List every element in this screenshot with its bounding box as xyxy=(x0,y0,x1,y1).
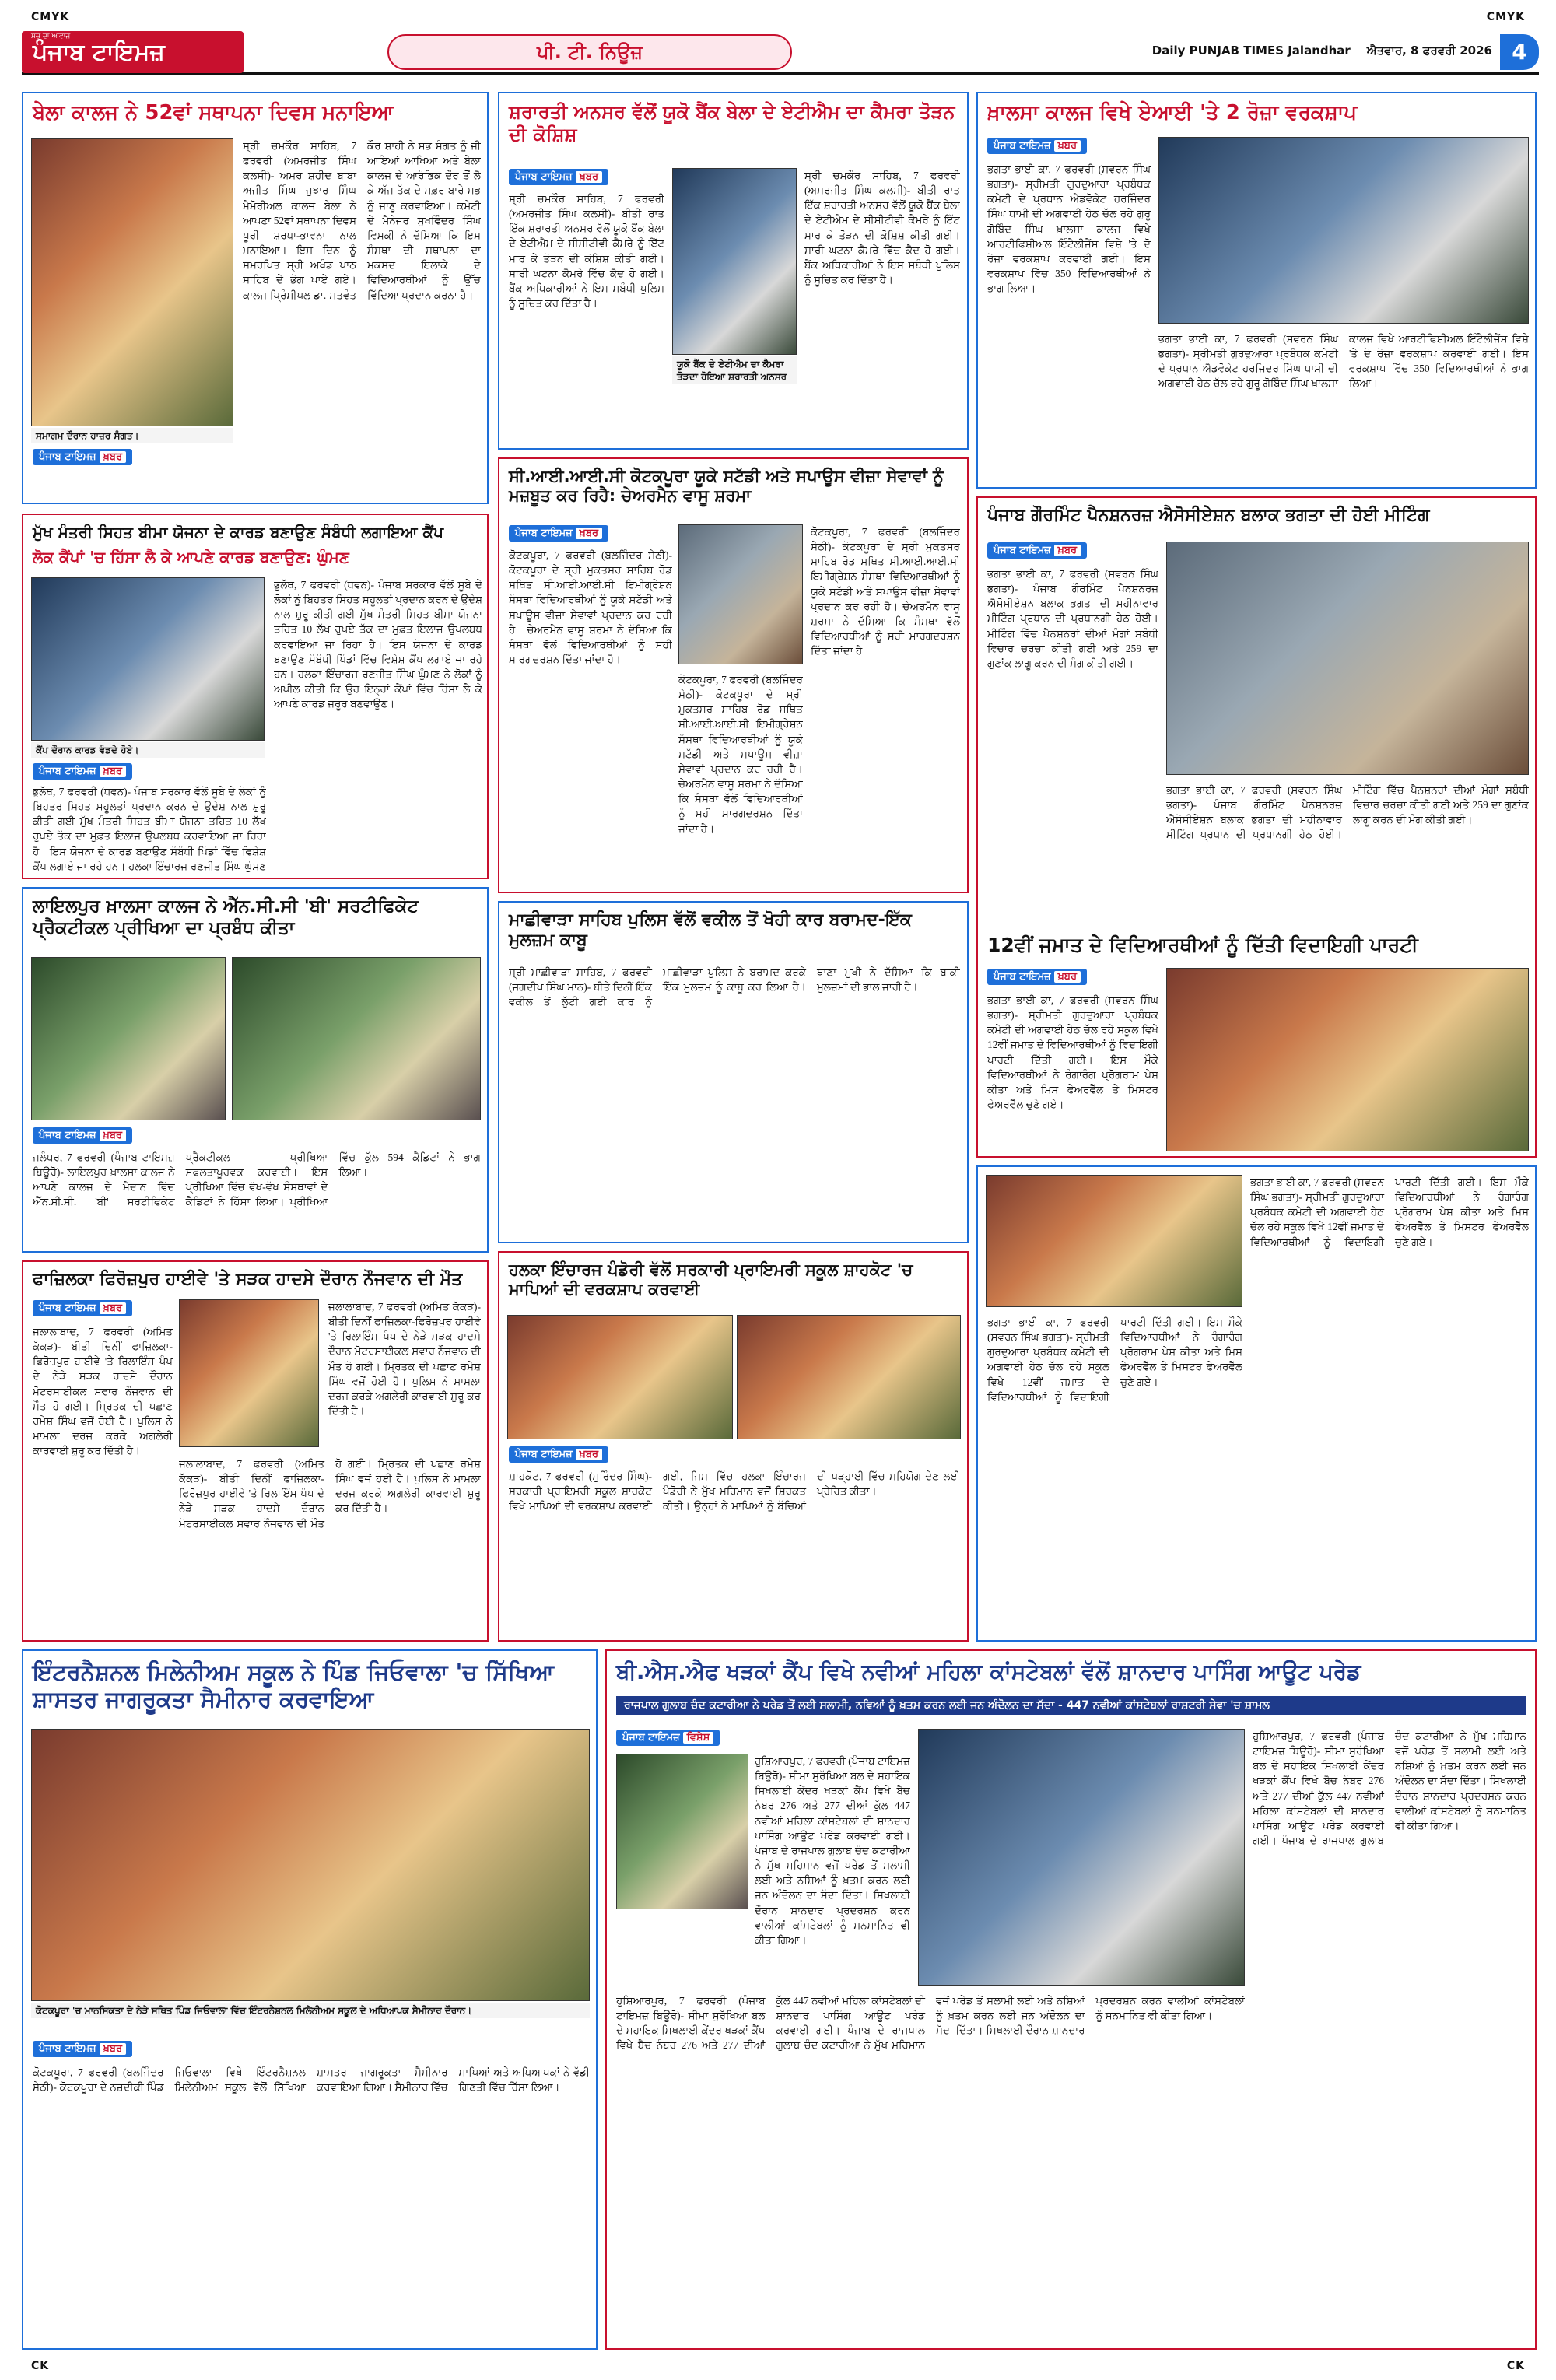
headline: ਲਾਇਲਪੁਰ ਖ਼ਾਲਸਾ ਕਾਲਜ ਨੇ ਐੱਨ.ਸੀ.ਸੀ 'ਬੀ' ਸਰਟੀਫਿਕੇਟ ਪ੍ਰੈਕਟੀਕਲ ਪ੍ਰੀਖਿਆ ਦਾ ਪ੍ਰਬੰਧ ਕੀਤਾ xyxy=(33,896,419,938)
headline: ਬੀ.ਐਸ.ਐਫ ਖੜਕਾਂ ਕੈਂਪ ਵਿਖੇ ਨਵੀਆਂ ਮਹਿਲਾ ਕਾਂਸਟੇਬਲਾਂ ਵੱਲੋਂ ਸ਼ਾਨਦਾਰ ਪਾਸਿੰਗ ਆਊਟ ਪਰੇਡ xyxy=(616,1659,1362,1684)
registration-mark-bottom-left: CK xyxy=(31,2360,50,2372)
photo-caption: ਕੈਂਪ ਦੌਰਾਨ ਕਾਰਡ ਵੰਡਦੇ ਹੋਏ। xyxy=(31,742,265,758)
story-atm-camera xyxy=(498,92,969,450)
headline: ਇੰਟਰਨੈਸ਼ਨਲ ਮਿਲੇਨੀਅਮ ਸਕੂਲ ਨੇ ਪਿੰਡ ਜਿਓਵਾਲਾ 'ਚ ਸਿੱਖਿਆ ਸ਼ਾਸਤਰ ਜਾਗਰੂਕਤਾ ਸੈਮੀਨਾਰ ਕਰਵਾਇਆ xyxy=(33,1659,554,1712)
headline: ਮੁੱਖ ਮੰਤਰੀ ਸਿਹਤ ਬੀਮਾ ਯੋਜਨਾ ਦੇ ਕਾਰਡ ਬਣਾਉਣ ਸੰਬੰਧੀ ਲਗਾਇਆ ਕੈਂਪ xyxy=(33,523,443,542)
article-body-side: ਜਲਾਲਾਬਾਦ, 7 ਫਰਵਰੀ (ਅਮਿਤ ਕੱਕੜ)- ਬੀਤੀ ਦਿਨੀਂ ਫਾਜ਼ਿਲਕਾ-ਫਿਰੋਜ਼ਪੁਰ ਹਾਈਵੇ 'ਤੇ ਰਿਲਾਇੰਸ ਪੰਪ ਦੇ ਨੇੜੇ ਸੜਕ ਹਾਦਸੇ ਦੌਰਾਨ ਮੋਟਰਸਾਈਕਲ ਸਵਾਰ ਨੌਜਵਾਨ ਦੀ ਮੌਤ ਹੋ ਗਈ। ਮ੍ਰਿਤਕ ਦੀ ਪਛਾਣ ਰਮੇਸ਼ ਸਿੰਘ ਵਜੋਂ ਹੋਈ ਹੈ। ਪੁਲਿਸ ਨੇ ਮਾਮਲਾ ਦਰਜ ਕਰਕੇ ਅਗਲੇਰੀ ਕਾਰਵਾਈ ਸ਼ੁਰੂ ਕਰ ਦਿੱਤੀ ਹੈ। xyxy=(328,1301,481,1418)
article-body: ਕੋਟਕਪੂਰਾ, 7 ਫਰਵਰੀ (ਬਲਜਿੰਦਰ ਸੇਠੀ)- ਕੋਟਕਪੂਰਾ ਦੇ ਨਜ਼ਦੀਕੀ ਪਿੰਡ ਜਿਓਵਾਲਾ ਵਿਖੇ ਇੰਟਰਨੈਸ਼ਨਲ ਮਿਲੇਨੀਅਮ ਸਕੂਲ ਵੱਲੋਂ ਸਿੱਖਿਆ ਸ਼ਾਸਤਰ ਜਾਗਰੂਕਤਾ ਸੈਮੀਨਾਰ ਕਰਵਾਇਆ ਗਿਆ। ਸੈਮੀਨਾਰ ਵਿੱਚ ਮਾਪਿਆਂ ਅਤੇ ਅਧਿਆਪਕਾਂ ਨੇ ਵੱਡੀ ਗਿਣਤੀ ਵਿੱਚ ਹਿੱਸਾ ਲਿਆ। xyxy=(33,2066,590,2094)
article-body-middle: ਕੋਟਕਪੂਰਾ, 7 ਫਰਵਰੀ (ਬਲਜਿੰਦਰ ਸੇਠੀ)- ਕੋਟਕਪੂਰਾ ਦੇ ਸ੍ਰੀ ਮੁਕਤਸਰ ਸਾਹਿਬ ਰੋਡ ਸਥਿਤ ਸੀ.ਆਈ.ਆਈ.ਸੀ ਇਮੀਗ੍ਰੇਸ਼ਨ ਸੰਸਥਾ ਵਿਦਿਆਰਥੀਆਂ ਨੂੰ ਯੂਕੇ ਸਟੱਡੀ ਅਤੇ ਸਪਾਊਸ ਵੀਜ਼ਾ ਸੇਵਾਵਾਂ ਪ੍ਰਦਾਨ ਕਰ ਰਹੀ ਹੈ। ਚੇਅਰਮੈਨ ਵਾਸੂ ਸ਼ਰਮਾ ਨੇ ਦੱਸਿਆ ਕਿ ਸੰਸਥਾ ਵੱਲੋਂ ਵਿਦਿਆਰਥੀਆਂ ਨੂੰ ਸਹੀ ਮਾਰਗਦਰਸ਼ਨ ਦਿੱਤਾ ਜਾਂਦਾ ਹੈ। xyxy=(678,674,803,835)
paper-dateline xyxy=(1152,44,1492,58)
article-body-lead: ਹੁਸ਼ਿਆਰਪੁਰ, 7 ਫਰਵਰੀ (ਪੰਜਾਬ ਟਾਇਮਜ਼ ਬਿਊਰੋ)- ਸੀਮਾ ਸੁਰੱਖਿਆ ਬਲ ਦੇ ਸਹਾਇਕ ਸਿਖਲਾਈ ਕੇਂਦਰ ਖੜਕਾਂ ਕੈਂਪ ਵਿਖੇ ਬੈਚ ਨੰਬਰ 276 ਅਤੇ 277 ਦੀਆਂ ਕੁੱਲ 447 ਨਵੀਆਂ ਮਹਿਲਾ ਕਾਂਸਟੇਬਲਾਂ ਦੀ ਸ਼ਾਨਦਾਰ ਪਾਸਿੰਗ ਆਊਟ ਪਰੇਡ ਕਰਵਾਈ ਗਈ। ਪੰਜਾਬ ਦੇ ਰਾਜਪਾਲ ਗੁਲਾਬ ਚੰਦ ਕਟਾਰੀਆ ਨੇ ਮੁੱਖ ਮਹਿਮਾਨ ਵਜੋਂ ਪਰੇਡ ਤੋਂ ਸਲਾਮੀ ਲਈ ਅਤੇ ਨਸ਼ਿਆਂ ਨੂੰ ਖ਼ਤਮ ਕਰਨ ਲਈ ਜਨ ਅੰਦੋਲਨ ਦਾ ਸੱਦਾ ਦਿੱਤਾ। ਸਿਖਲਾਈ ਦੌਰਾਨ ਸ਼ਾਨਦਾਰ ਪ੍ਰਦਰਸ਼ਨ ਕਰਨ ਵਾਲੀਆਂ ਕਾਂਸਟੇਬਲਾਂ ਨੂੰ ਸਨਮਾਨਿਤ ਵੀ ਕੀਤਾ ਗਿਆ। xyxy=(755,1755,910,1946)
news-tag: ਪੰਜਾਬ ਟਾਇਮਜ਼ ਖ਼ਬਰ xyxy=(33,1127,132,1144)
registration-mark-bottom-right: CK xyxy=(1506,2360,1525,2372)
article-body-continued: ਸ੍ਰੀ ਚਮਕੌਰ ਸਾਹਿਬ, 7 ਫਰਵਰੀ (ਅਮਰਜੀਤ ਸਿੰਘ ਕਲਸੀ)- ਬੀਤੀ ਰਾਤ ਇੱਕ ਸ਼ਰਾਰਤੀ ਅਨਸਰ ਵੱਲੋਂ ਯੂਕੋ ਬੈਂਕ ਬੇਲਾ ਦੇ ਏਟੀਐਮ ਦੇ ਸੀਸੀਟੀਵੀ ਕੈਮਰੇ ਨੂੰ ਇੱਟ ਮਾਰ ਕੇ ਤੋੜਨ ਦੀ ਕੋਸ਼ਿਸ਼ ਕੀਤੀ ਗਈ। ਸਾਰੀ ਘਟਨਾ ਕੈਮਰੇ ਵਿੱਚ ਕੈਦ ਹੋ ਗਈ। ਬੈਂਕ ਅਧਿਕਾਰੀਆਂ ਨੇ ਇਸ ਸਬੰਧੀ ਪੁਲਿਸ ਨੂੰ ਸੂਚਿਤ ਕਰ ਦਿੱਤਾ ਹੈ। xyxy=(804,170,960,286)
photo-caption: ਕੋਟਕਪੂਰਾ 'ਚ ਮਾਨਸਿਕਤਾ ਦੇ ਨੇੜੇ ਸਥਿਤ ਪਿੰਡ ਜਿਓਵਾਲਾ ਵਿੱਚ ਇੰਟਰਨੈਸ਼ਨਲ ਮਿਲੇਨੀਅਮ ਸਕੂਲ ਦੇ ਅਧਿਆਪਕ ਸੈਮੀਨਾਰ ਦੌਰਾਨ। xyxy=(31,2003,590,2018)
headline: ਖ਼ਾਲਸਾ ਕਾਲਜ ਵਿਖੇ ਏਆਈ 'ਤੇ 2 ਰੋਜ਼ਾ ਵਰਕਸ਼ਾਪ xyxy=(987,101,1358,124)
ncc-practical-photo xyxy=(232,957,481,1120)
article-body: ਹੁਸ਼ਿਆਰਪੁਰ, 7 ਫਰਵਰੀ (ਪੰਜਾਬ ਟਾਇਮਜ਼ ਬਿਊਰੋ)- ਸੀਮਾ ਸੁਰੱਖਿਆ ਬਲ ਦੇ ਸਹਾਇਕ ਸਿਖਲਾਈ ਕੇਂਦਰ ਖੜਕਾਂ ਕੈਂਪ ਵਿਖੇ ਬੈਚ ਨੰਬਰ 276 ਅਤੇ 277 ਦੀਆਂ ਕੁੱਲ 447 ਨਵੀਆਂ ਮਹਿਲਾ ਕਾਂਸਟੇਬਲਾਂ ਦੀ ਸ਼ਾਨਦਾਰ ਪਾਸਿੰਗ ਆਊਟ ਪਰੇਡ ਕਰਵਾਈ ਗਈ। ਪੰਜਾਬ ਦੇ ਰਾਜਪਾਲ ਗੁਲਾਬ ਚੰਦ ਕਟਾਰੀਆ ਨੇ ਮੁੱਖ ਮਹਿਮਾਨ ਵਜੋਂ ਪਰੇਡ ਤੋਂ ਸਲਾਮੀ ਲਈ ਅਤੇ ਨਸ਼ਿਆਂ ਨੂੰ ਖ਼ਤਮ ਕਰਨ ਲਈ ਜਨ ਅੰਦੋਲਨ ਦਾ ਸੱਦਾ ਦਿੱਤਾ। ਸਿਖਲਾਈ ਦੌਰਾਨ ਸ਼ਾਨਦਾਰ ਪ੍ਰਦਰਸ਼ਨ ਕਰਨ ਵਾਲੀਆਂ ਕਾਂਸਟੇਬਲਾਂ ਨੂੰ ਸਨਮਾਨਿਤ ਵੀ ਕੀਤਾ ਗਿਆ। xyxy=(616,1995,1245,2052)
article-body: ਕੋਟਕਪੂਰਾ, 7 ਫਰਵਰੀ (ਬਲਜਿੰਦਰ ਸੇਠੀ)- ਕੋਟਕਪੂਰਾ ਦੇ ਸ੍ਰੀ ਮੁਕਤਸਰ ਸਾਹਿਬ ਰੋਡ ਸਥਿਤ ਸੀ.ਆਈ.ਆਈ.ਸੀ ਇਮੀਗ੍ਰੇਸ਼ਨ ਸੰਸਥਾ ਵਿਦਿਆਰਥੀਆਂ ਨੂੰ ਯੂਕੇ ਸਟੱਡੀ ਅਤੇ ਸਪਾਊਸ ਵੀਜ਼ਾ ਸੇਵਾਵਾਂ ਪ੍ਰਦਾਨ ਕਰ ਰਹੀ ਹੈ। ਚੇਅਰਮੈਨ ਵਾਸੂ ਸ਼ਰਮਾ ਨੇ ਦੱਸਿਆ ਕਿ ਸੰਸਥਾ ਵੱਲੋਂ ਵਿਦਿਆਰਥੀਆਂ ਨੂੰ ਸਹੀ ਮਾਰਗਦਰਸ਼ਨ ਦਿੱਤਾ ਜਾਂਦਾ ਹੈ। xyxy=(509,549,672,666)
farewell-headline: 12ਵੀਂ ਜਮਾਤ ਦੇ ਵਿਦਿਆਰਥੀਆਂ ਨੂੰ ਦਿੱਤੀ ਵਿਦਾਇਗੀ ਪਾਰਟੀ xyxy=(987,934,1418,956)
governor-salute-photo xyxy=(918,1729,1245,1986)
masthead xyxy=(22,31,1539,75)
article-body: ਭਗਤਾ ਭਾਈ ਕਾ, 7 ਫਰਵਰੀ (ਸਵਰਨ ਸਿੰਘ ਭਗਤਾ)- ਸ੍ਰੀਮਤੀ ਗੁਰਦੁਆਰਾ ਪ੍ਰਬੰਧਕ ਕਮੇਟੀ ਦੇ ਪ੍ਰਧਾਨ ਐਡਵੋਕੇਟ ਹਰਜਿੰਦਰ ਸਿੰਘ ਧਾਮੀ ਦੀ ਅਗਵਾਈ ਹੇਠ ਚੱਲ ਰਹੇ ਗੁਰੂ ਗੋਬਿੰਦ ਸਿੰਘ ਖ਼ਾਲਸਾ ਕਾਲਜ ਵਿਖੇ ਆਰਟੀਫਿਸ਼ੀਅਲ ਇੰਟੈਲੀਜੈਂਸ ਵਿਸ਼ੇ 'ਤੇ ਦੋ ਰੋਜ਼ਾ ਵਰਕਸ਼ਾਪ ਕਰਵਾਈ ਗਈ। ਇਸ ਵਰਕਸ਼ਾਪ ਵਿੱਚ 350 ਵਿਦਿਆਰਥੀਆਂ ਨੇ ਭਾਗ ਲਿਆ। xyxy=(987,163,1151,295)
farewell-body: ਭਗਤਾ ਭਾਈ ਕਾ, 7 ਫਰਵਰੀ (ਸਵਰਨ ਸਿੰਘ ਭਗਤਾ)- ਸ੍ਰੀਮਤੀ ਗੁਰਦੁਆਰਾ ਪ੍ਰਬੰਧਕ ਕਮੇਟੀ ਦੀ ਅਗਵਾਈ ਹੇਠ ਚੱਲ ਰਹੇ ਸਕੂਲ ਵਿਖੇ 12ਵੀਂ ਜਮਾਤ ਦੇ ਵਿਦਿਆਰਥੀਆਂ ਨੂੰ ਵਿਦਾਇਗੀ ਪਾਰਟੀ ਦਿੱਤੀ ਗਈ। ਇਸ ਮੌਕੇ ਵਿਦਿਆਰਥੀਆਂ ਨੇ ਰੰਗਾਰੰਗ ਪ੍ਰੋਗਰਾਮ ਪੇਸ਼ ਕੀਤਾ ਅਤੇ ਮਿਸ ਫੇਅਰਵੈੱਲ ਤੇ ਮਿਸਟਰ ਫੇਅਰਵੈੱਲ ਚੁਣੇ ਗਏ। xyxy=(987,994,1158,1111)
article-body: ਭਗਤਾ ਭਾਈ ਕਾ, 7 ਫਰਵਰੀ (ਸਵਰਨ ਸਿੰਘ ਭਗਤਾ)- ਪੰਜਾਬ ਗੌਰਮਿੰਟ ਪੈਨਸ਼ਨਰਜ਼ ਐਸੋਸੀਏਸ਼ਨ ਬਲਾਕ ਭਗਤਾ ਦੀ ਮਹੀਨਾਵਾਰ ਮੀਟਿੰਗ ਪ੍ਰਧਾਨ ਦੀ ਪ੍ਰਧਾਨਗੀ ਹੇਠ ਹੋਈ। ਮੀਟਿੰਗ ਵਿੱਚ ਪੈਨਸ਼ਨਰਾਂ ਦੀਆਂ ਮੰਗਾਂ ਸਬੰਧੀ ਵਿਚਾਰ ਚਰਚਾ ਕੀਤੀ ਗਈ ਅਤੇ 259 ਦਾ ਗੁਣਾਂਕ ਲਾਗੂ ਕਰਨ ਦੀ ਮੰਗ ਕੀਤੀ ਗਈ। xyxy=(987,568,1158,669)
story-bela-college xyxy=(22,92,489,504)
photo-caption: ਸਮਾਗਮ ਦੌਰਾਨ ਹਾਜ਼ਰ ਸੰਗਤ। xyxy=(31,428,233,443)
story-khalsa-workshop xyxy=(976,92,1537,489)
article-body-continued: ਭਗਤਾ ਭਾਈ ਕਾ, 7 ਫਰਵਰੀ (ਸਵਰਨ ਸਿੰਘ ਭਗਤਾ)- ਸ੍ਰੀਮਤੀ ਗੁਰਦੁਆਰਾ ਪ੍ਰਬੰਧਕ ਕਮੇਟੀ ਦੇ ਪ੍ਰਧਾਨ ਐਡਵੋਕੇਟ ਹਰਜਿੰਦਰ ਸਿੰਘ ਧਾਮੀ ਦੀ ਅਗਵਾਈ ਹੇਠ ਚੱਲ ਰਹੇ ਗੁਰੂ ਗੋਬਿੰਦ ਸਿੰਘ ਖ਼ਾਲਸਾ ਕਾਲਜ ਵਿਖੇ ਆਰਟੀਫਿਸ਼ੀਅਲ ਇੰਟੈਲੀਜੈਂਸ ਵਿਸ਼ੇ 'ਤੇ ਦੋ ਰੋਜ਼ਾ ਵਰਕਸ਼ਾਪ ਕਰਵਾਈ ਗਈ। ਇਸ ਵਰਕਸ਼ਾਪ ਵਿੱਚ 350 ਵਿਦਿਆਰਥੀਆਂ ਨੇ ਭਾਗ ਲਿਆ। xyxy=(1158,333,1529,390)
parade-photo-left xyxy=(616,1754,748,1909)
cctv-photo xyxy=(672,168,797,355)
story-machhiwara-police xyxy=(498,901,969,1243)
event-photo xyxy=(31,138,233,426)
story-farewell-continued xyxy=(976,1165,1537,1642)
article-body: ਸ਼ਾਹਕੋਟ, 7 ਫਰਵਰੀ (ਸੁਰਿੰਦਰ ਸਿੰਘ)- ਸਰਕਾਰੀ ਪ੍ਰਾਇਮਰੀ ਸਕੂਲ ਸ਼ਾਹਕੋਟ ਵਿਖੇ ਮਾਪਿਆਂ ਦੀ ਵਰਕਸ਼ਾਪ ਕਰਵਾਈ ਗਈ, ਜਿਸ ਵਿੱਚ ਹਲਕਾ ਇੰਚਾਰਜ ਪੰਡੋਰੀ ਨੇ ਮੁੱਖ ਮਹਿਮਾਨ ਵਜੋਂ ਸ਼ਿਰਕਤ ਕੀਤੀ। ਉਨ੍ਹਾਂ ਨੇ ਮਾਪਿਆਂ ਨੂੰ ਬੱਚਿਆਂ ਦੀ ਪੜ੍ਹਾਈ ਵਿੱਚ ਸਹਿਯੋਗ ਦੇਣ ਲਈ ਪ੍ਰੇਰਿਤ ਕੀਤਾ। xyxy=(509,1470,960,1512)
victim-photo xyxy=(179,1299,319,1447)
subheadline: ਰਾਜਪਾਲ ਗੁਲਾਬ ਚੰਦ ਕਟਾਰੀਆ ਨੇ ਪਰੇਡ ਤੋਂ ਲਈ ਸਲਾਮੀ, ਨਵਿਆਂ ਨੂੰ ਖ਼ਤਮ ਕਰਨ ਲਈ ਜਨ ਅੰਦੋਲਨ ਦਾ ਸੱਦਾ - 447 ਨਵੀਆਂ ਕਾਂਸਟੇਬਲਾਂ ਰਾਸ਼ਟਰੀ ਸੇਵਾ 'ਚ ਸ਼ਾਮਲ xyxy=(616,1696,1526,1715)
story-bsf-parade xyxy=(605,1649,1537,2350)
headline: ਫਾਜ਼ਿਲਕਾ ਫਿਰੋਜ਼ਪੁਰ ਹਾਈਵੇ 'ਤੇ ਸੜਕ ਹਾਦਸੇ ਦੌਰਾਨ ਨੌਜਵਾਨ ਦੀ ਮੌਤ xyxy=(33,1270,463,1289)
article-body: ਭੁਲੱਥ, 7 ਫਰਵਰੀ (ਧਵਨ)- ਪੰਜਾਬ ਸਰਕਾਰ ਵੱਲੋਂ ਸੂਬੇ ਦੇ ਲੋਕਾਂ ਨੂੰ ਬਿਹਤਰ ਸਿਹਤ ਸਹੂਲਤਾਂ ਪ੍ਰਦਾਨ ਕਰਨ ਦੇ ਉਦੇਸ਼ ਨਾਲ ਸ਼ੁਰੂ ਕੀਤੀ ਗਈ ਮੁੱਖ ਮੰਤਰੀ ਸਿਹਤ ਬੀਮਾ ਯੋਜਨਾ ਤਹਿਤ 10 ਲੱਖ ਰੁਪਏ ਤੱਕ ਦਾ ਮੁਫ਼ਤ ਇਲਾਜ ਉਪਲਬਧ ਕਰਵਾਇਆ ਜਾ ਰਿਹਾ ਹੈ। ਇਸ ਯੋਜਨਾ ਦੇ ਕਾਰਡ ਬਣਾਉਣ ਸੰਬੰਧੀ ਪਿੰਡਾਂ ਵਿੱਚ ਵਿਸ਼ੇਸ਼ ਕੈਂਪ ਲਗਾਏ ਜਾ ਰਹੇ ਹਨ। ਹਲਕਾ ਇੰਚਾਰਜ ਰਣਜੀਤ ਸਿੰਘ ਘੁੰਮਣ ਨੇ ਲੋਕਾਂ ਨੂੰ ਅਪੀਲ ਕੀਤੀ ਕਿ ਉਹ ਇਨ੍ਹਾਂ ਕੈਂਪਾਂ ਵਿੱਚ ਹਿੱਸਾ ਲੈ ਕੇ ਆਪਣੇ ਕਾਰਡ ਜ਼ਰੂਰ ਬਣਵਾਉਣ। xyxy=(274,579,482,710)
registration-mark-top-left: CMYK xyxy=(31,11,70,23)
story-millennium-seminar xyxy=(22,1649,598,2350)
article-body: ਸ੍ਰੀ ਮਾਛੀਵਾੜਾ ਸਾਹਿਬ, 7 ਫਰਵਰੀ (ਜਗਦੀਪ ਸਿੰਘ ਮਾਨ)- ਬੀਤੇ ਦਿਨੀਂ ਇੱਕ ਵਕੀਲ ਤੋਂ ਲੁੱਟੀ ਗਈ ਕਾਰ ਨੂੰ ਮਾਛੀਵਾੜਾ ਪੁਲਿਸ ਨੇ ਬਰਾਮਦ ਕਰਕੇ ਇੱਕ ਮੁਲਜ਼ਮ ਨੂੰ ਕਾਬੂ ਕਰ ਲਿਆ ਹੈ। ਥਾਣਾ ਮੁਖੀ ਨੇ ਦੱਸਿਆ ਕਿ ਬਾਕੀ ਮੁਲਜ਼ਮਾਂ ਦੀ ਭਾਲ ਜਾਰੀ ਹੈ। xyxy=(509,966,960,1008)
workshop-photo-2 xyxy=(737,1315,961,1439)
page-number: 4 xyxy=(1500,34,1539,70)
news-tag: ਪੰਜਾਬ ਟਾਇਮਜ਼ ਖ਼ਬਰ xyxy=(33,448,132,465)
article-body-right: ਹੁਸ਼ਿਆਰਪੁਰ, 7 ਫਰਵਰੀ (ਪੰਜਾਬ ਟਾਇਮਜ਼ ਬਿਊਰੋ)- ਸੀਮਾ ਸੁਰੱਖਿਆ ਬਲ ਦੇ ਸਹਾਇਕ ਸਿਖਲਾਈ ਕੇਂਦਰ ਖੜਕਾਂ ਕੈਂਪ ਵਿਖੇ ਬੈਚ ਨੰਬਰ 276 ਅਤੇ 277 ਦੀਆਂ ਕੁੱਲ 447 ਨਵੀਆਂ ਮਹਿਲਾ ਕਾਂਸਟੇਬਲਾਂ ਦੀ ਸ਼ਾਨਦਾਰ ਪਾਸਿੰਗ ਆਊਟ ਪਰੇਡ ਕਰਵਾਈ ਗਈ। ਪੰਜਾਬ ਦੇ ਰਾਜਪਾਲ ਗੁਲਾਬ ਚੰਦ ਕਟਾਰੀਆ ਨੇ ਮੁੱਖ ਮਹਿਮਾਨ ਵਜੋਂ ਪਰੇਡ ਤੋਂ ਸਲਾਮੀ ਲਈ ਅਤੇ ਨਸ਼ਿਆਂ ਨੂੰ ਖ਼ਤਮ ਕਰਨ ਲਈ ਜਨ ਅੰਦੋਲਨ ਦਾ ਸੱਦਾ ਦਿੱਤਾ। ਸਿਖਲਾਈ ਦੌਰਾਨ ਸ਼ਾਨਦਾਰ ਪ੍ਰਦਰਸ਼ਨ ਕਰਨ ਵਾਲੀਆਂ ਕਾਂਸਟੇਬਲਾਂ ਨੂੰ ਸਨਮਾਨਿਤ ਵੀ ਕੀਤਾ ਗਿਆ। xyxy=(1253,1730,1526,1847)
article-body-continued: ਕੋਟਕਪੂਰਾ, 7 ਫਰਵਰੀ (ਬਲਜਿੰਦਰ ਸੇਠੀ)- ਕੋਟਕਪੂਰਾ ਦੇ ਸ੍ਰੀ ਮੁਕਤਸਰ ਸਾਹਿਬ ਰੋਡ ਸਥਿਤ ਸੀ.ਆਈ.ਆਈ.ਸੀ ਇਮੀਗ੍ਰੇਸ਼ਨ ਸੰਸਥਾ ਵਿਦਿਆਰਥੀਆਂ ਨੂੰ ਯੂਕੇ ਸਟੱਡੀ ਅਤੇ ਸਪਾਊਸ ਵੀਜ਼ਾ ਸੇਵਾਵਾਂ ਪ੍ਰਦਾਨ ਕਰ ਰਹੀ ਹੈ। ਚੇਅਰਮੈਨ ਵਾਸੂ ਸ਼ਰਮਾ ਨੇ ਦੱਸਿਆ ਕਿ ਸੰਸਥਾ ਵੱਲੋਂ ਵਿਦਿਆਰਥੀਆਂ ਨੂੰ ਸਹੀ ਮਾਰਗਦਰਸ਼ਨ ਦਿੱਤਾ ਜਾਂਦਾ ਹੈ। xyxy=(811,526,960,657)
brand-tagline: ਸਚ ਦਾ ਆਵਾਜ਼ xyxy=(31,33,71,40)
news-tag: ਪੰਜਾਬ ਟਾਇਮਜ਼ ਖ਼ਬਰ xyxy=(509,168,608,185)
news-tag: ਪੰਜਾਬ ਟਾਇਮਜ਼ ਖ਼ਬਰ xyxy=(987,542,1087,559)
article-body-lead: ਜਲਾਲਾਬਾਦ, 7 ਫਰਵਰੀ (ਅਮਿਤ ਕੱਕੜ)- ਬੀਤੀ ਦਿਨੀਂ ਫਾਜ਼ਿਲਕਾ-ਫਿਰੋਜ਼ਪੁਰ ਹਾਈਵੇ 'ਤੇ ਰਿਲਾਇੰਸ ਪੰਪ ਦੇ ਨੇੜੇ ਸੜਕ ਹਾਦਸੇ ਦੌਰਾਨ ਮੋਟਰਸਾਈਕਲ ਸਵਾਰ ਨੌਜਵਾਨ ਦੀ ਮੌਤ ਹੋ ਗਈ। ਮ੍ਰਿਤਕ ਦੀ ਪਛਾਣ ਰਮੇਸ਼ ਸਿੰਘ ਵਜੋਂ ਹੋਈ ਹੈ। ਪੁਲਿਸ ਨੇ ਮਾਮਲਾ ਦਰਜ ਕਰਕੇ ਅਗਲੇਰੀ ਕਾਰਵਾਈ ਸ਼ੁਰੂ ਕਰ ਦਿੱਤੀ ਹੈ। xyxy=(33,1326,173,1457)
farewell-photo xyxy=(1166,968,1529,1151)
farewell-news-tag: ਪੰਜਾਬ ਟਾਇਮਜ਼ ਖ਼ਬਰ xyxy=(987,968,1087,985)
registration-mark-top-right: CMYK xyxy=(1486,11,1525,23)
story-pensioners-meeting xyxy=(976,496,1537,1158)
issue-date: ਐਤਵਾਰ, 8 ਫਰਵਰੀ 2026 xyxy=(1366,44,1492,58)
headline: ਹਲਕਾ ਇੰਚਾਰਜ ਪੰਡੋਰੀ ਵੱਲੋਂ ਸਰਕਾਰੀ ਪ੍ਰਾਇਮਰੀ ਸਕੂਲ ਸ਼ਾਹਕੋਟ 'ਚ ਮਾਪਿਆਂ ਦੀ ਵਰਕਸ਼ਾਪ ਕਰਵਾਈ xyxy=(509,1260,913,1299)
farewell-photo-2 xyxy=(986,1175,1242,1307)
workshop-photo xyxy=(1158,137,1529,324)
brand-name: ਪੰਜਾਬ ਟਾਇਮਜ਼ xyxy=(33,39,165,66)
headline: ਮਾਛੀਵਾੜਾ ਸਾਹਿਬ ਪੁਲਿਸ ਵੱਲੋਂ ਵਕੀਲ ਤੋਂ ਖੋਹੀ ਕਾਰ ਬਰਾਮਦ-ਇੱਕ ਮੁਲਜ਼ਮ ਕਾਬੂ xyxy=(509,910,912,951)
camp-photo xyxy=(31,577,265,741)
news-tag: ਪੰਜਾਬ ਟਾਇਮਜ਼ ਖ਼ਬਰ xyxy=(509,1446,608,1463)
farewell-body-more: ਭਗਤਾ ਭਾਈ ਕਾ, 7 ਫਰਵਰੀ (ਸਵਰਨ ਸਿੰਘ ਭਗਤਾ)- ਸ੍ਰੀਮਤੀ ਗੁਰਦੁਆਰਾ ਪ੍ਰਬੰਧਕ ਕਮੇਟੀ ਦੀ ਅਗਵਾਈ ਹੇਠ ਚੱਲ ਰਹੇ ਸਕੂਲ ਵਿਖੇ 12ਵੀਂ ਜਮਾਤ ਦੇ ਵਿਦਿਆਰਥੀਆਂ ਨੂੰ ਵਿਦਾਇਗੀ ਪਾਰਟੀ ਦਿੱਤੀ ਗਈ। ਇਸ ਮੌਕੇ ਵਿਦਿਆਰਥੀਆਂ ਨੇ ਰੰਗਾਰੰਗ ਪ੍ਰੋਗਰਾਮ ਪੇਸ਼ ਕੀਤਾ ਅਤੇ ਮਿਸ ਫੇਅਰਵੈੱਲ ਤੇ ਮਿਸਟਰ ਫੇਅਰਵੈੱਲ ਚੁਣੇ ਗਏ। xyxy=(987,1316,1242,1403)
article-body-lead: ਭੁਲੱਥ, 7 ਫਰਵਰੀ (ਧਵਨ)- ਪੰਜਾਬ ਸਰਕਾਰ ਵੱਲੋਂ ਸੂਬੇ ਦੇ ਲੋਕਾਂ ਨੂੰ ਬਿਹਤਰ ਸਿਹਤ ਸਹੂਲਤਾਂ ਪ੍ਰਦਾਨ ਕਰਨ ਦੇ ਉਦੇਸ਼ ਨਾਲ ਸ਼ੁਰੂ ਕੀਤੀ ਗਈ ਮੁੱਖ ਮੰਤਰੀ ਸਿਹਤ ਬੀਮਾ ਯੋਜਨਾ ਤਹਿਤ 10 ਲੱਖ ਰੁਪਏ ਤੱਕ ਦਾ ਮੁਫ਼ਤ ਇਲਾਜ ਉਪਲਬਧ ਕਰਵਾਇਆ ਜਾ ਰਿਹਾ ਹੈ। ਇਸ ਯੋਜਨਾ ਦੇ ਕਾਰਡ ਬਣਾਉਣ ਸੰਬੰਧੀ ਪਿੰਡਾਂ ਵਿੱਚ ਵਿਸ਼ੇਸ਼ ਕੈਂਪ ਲਗਾਏ ਜਾ ਰਹੇ ਹਨ। ਹਲਕਾ ਇੰਚਾਰਜ ਰਣਜੀਤ ਸਿੰਘ ਘੁੰਮਣ xyxy=(33,786,266,872)
headline: ਬੇਲਾ ਕਾਲਜ ਨੇ 52ਵਾਂ ਸਥਾਪਨਾ ਦਿਵਸ ਮਨਾਇਆ xyxy=(33,101,394,124)
story-lyallpur-ncc xyxy=(22,887,489,1253)
photo-caption: ਯੂਕੋ ਬੈਂਕ ਦੇ ਏਟੀਐਮ ਦਾ ਕੈਮਰਾ ਤੋੜਦਾ ਹੋਇਆ ਸ਼ਰਾਰਤੀ ਅਨਸਰ xyxy=(672,356,797,384)
seminar-photo xyxy=(31,1729,590,2001)
workshop-photo-1 xyxy=(507,1315,733,1439)
story-fazilka-accident xyxy=(22,1260,489,1642)
news-tag-special: ਪੰਜਾਬ ਟਾਇਮਜ਼ ਵਿਸ਼ੇਸ਼ xyxy=(616,1729,720,1746)
article-body: ਸ੍ਰੀ ਚਮਕੌਰ ਸਾਹਿਬ, 7 ਫਰਵਰੀ (ਅਮਰਜੀਤ ਸਿੰਘ ਕਲਸੀ)- ਬੀਤੀ ਰਾਤ ਇੱਕ ਸ਼ਰਾਰਤੀ ਅਨਸਰ ਵੱਲੋਂ ਯੂਕੋ ਬੈਂਕ ਬੇਲਾ ਦੇ ਏਟੀਐਮ ਦੇ ਸੀਸੀਟੀਵੀ ਕੈਮਰੇ ਨੂੰ ਇੱਟ ਮਾਰ ਕੇ ਤੋੜਨ ਦੀ ਕੋਸ਼ਿਸ਼ ਕੀਤੀ ਗਈ। ਸਾਰੀ ਘਟਨਾ ਕੈਮਰੇ ਵਿੱਚ ਕੈਦ ਹੋ ਗਈ। ਬੈਂਕ ਅਧਿਕਾਰੀਆਂ ਨੇ ਇਸ ਸਬੰਧੀ ਪੁਲਿਸ ਨੂੰ ਸੂਚਿਤ ਕਰ ਦਿੱਤਾ ਹੈ। xyxy=(509,193,664,310)
article-body: ਜਲਾਲਾਬਾਦ, 7 ਫਰਵਰੀ (ਅਮਿਤ ਕੱਕੜ)- ਬੀਤੀ ਦਿਨੀਂ ਫਾਜ਼ਿਲਕਾ-ਫਿਰੋਜ਼ਪੁਰ ਹਾਈਵੇ 'ਤੇ ਰਿਲਾਇੰਸ ਪੰਪ ਦੇ ਨੇੜੇ ਸੜਕ ਹਾਦਸੇ ਦੌਰਾਨ ਮੋਟਰਸਾਈਕਲ ਸਵਾਰ ਨੌਜਵਾਨ ਦੀ ਮੌਤ ਹੋ ਗਈ। ਮ੍ਰਿਤਕ ਦੀ ਪਛਾਣ ਰਮੇਸ਼ ਸਿੰਘ ਵਜੋਂ ਹੋਈ ਹੈ। ਪੁਲਿਸ ਨੇ ਮਾਮਲਾ ਦਰਜ ਕਰਕੇ ਅਗਲੇਰੀ ਕਾਰਵਾਈ ਸ਼ੁਰੂ ਕਰ ਦਿੱਤੀ ਹੈ। xyxy=(179,1458,481,1530)
news-tag: ਪੰਜਾਬ ਟਾਇਮਜ਼ ਖ਼ਬਰ xyxy=(33,762,132,780)
article-body-continued: ਭਗਤਾ ਭਾਈ ਕਾ, 7 ਫਰਵਰੀ (ਸਵਰਨ ਸਿੰਘ ਭਗਤਾ)- ਪੰਜਾਬ ਗੌਰਮਿੰਟ ਪੈਨਸ਼ਨਰਜ਼ ਐਸੋਸੀਏਸ਼ਨ ਬਲਾਕ ਭਗਤਾ ਦੀ ਮਹੀਨਾਵਾਰ ਮੀਟਿੰਗ ਪ੍ਰਧਾਨ ਦੀ ਪ੍ਰਧਾਨਗੀ ਹੇਠ ਹੋਈ। ਮੀਟਿੰਗ ਵਿੱਚ ਪੈਨਸ਼ਨਰਾਂ ਦੀਆਂ ਮੰਗਾਂ ਸਬੰਧੀ ਵਿਚਾਰ ਚਰਚਾ ਕੀਤੀ ਗਈ ਅਤੇ 259 ਦਾ ਗੁਣਾਂਕ ਲਾਗੂ ਕਰਨ ਦੀ ਮੰਗ ਕੀਤੀ ਗਈ। xyxy=(1166,784,1529,841)
chairman-photo xyxy=(678,524,803,664)
news-tag: ਪੰਜਾਬ ਟਾਇਮਜ਼ ਖ਼ਬਰ xyxy=(33,2040,132,2057)
meeting-photo xyxy=(1166,542,1529,775)
section-title: ਪੀ. ਟੀ. ਨਿਊਜ਼ xyxy=(387,34,792,70)
story-cm-health-camp xyxy=(22,514,489,879)
headline: ਸ਼ਰਾਰਤੀ ਅਨਸਰ ਵੱਲੋਂ ਯੂਕੋ ਬੈਂਕ ਬੇਲਾ ਦੇ ਏਟੀਐਮ ਦਾ ਕੈਮਰਾ ਤੋੜਨ ਦੀ ਕੋਸ਼ਿਸ਼ xyxy=(509,101,955,145)
farewell-body-continued: ਭਗਤਾ ਭਾਈ ਕਾ, 7 ਫਰਵਰੀ (ਸਵਰਨ ਸਿੰਘ ਭਗਤਾ)- ਸ੍ਰੀਮਤੀ ਗੁਰਦੁਆਰਾ ਪ੍ਰਬੰਧਕ ਕਮੇਟੀ ਦੀ ਅਗਵਾਈ ਹੇਠ ਚੱਲ ਰਹੇ ਸਕੂਲ ਵਿਖੇ 12ਵੀਂ ਜਮਾਤ ਦੇ ਵਿਦਿਆਰਥੀਆਂ ਨੂੰ ਵਿਦਾਇਗੀ ਪਾਰਟੀ ਦਿੱਤੀ ਗਈ। ਇਸ ਮੌਕੇ ਵਿਦਿਆਰਥੀਆਂ ਨੇ ਰੰਗਾਰੰਗ ਪ੍ਰੋਗਰਾਮ ਪੇਸ਼ ਕੀਤਾ ਅਤੇ ਮਿਸ ਫੇਅਰਵੈੱਲ ਤੇ ਮਿਸਟਰ ਫੇਅਰਵੈੱਲ ਚੁਣੇ ਗਏ। xyxy=(1250,1176,1529,1248)
article-body: ਜਲੰਧਰ, 7 ਫਰਵਰੀ (ਪੰਜਾਬ ਟਾਇਮਜ਼ ਬਿਊਰੋ)- ਲਾਇਲਪੁਰ ਖ਼ਾਲਸਾ ਕਾਲਜ ਨੇ ਆਪਣੇ ਕਾਲਜ ਦੇ ਮੈਦਾਨ ਵਿੱਚ ਐੱਨ.ਸੀ.ਸੀ. 'ਬੀ' ਸਰਟੀਫਿਕੇਟ ਪ੍ਰੈਕਟੀਕਲ ਪ੍ਰੀਖਿਆ ਸਫਲਤਾਪੂਰਵਕ ਕਰਵਾਈ। ਇਸ ਪ੍ਰੀਖਿਆ ਵਿੱਚ ਵੱਖ-ਵੱਖ ਸੰਸਥਾਵਾਂ ਦੇ ਕੈਡਿਟਾਂ ਨੇ ਹਿੱਸਾ ਲਿਆ। ਪ੍ਰੀਖਿਆ ਵਿੱਚ ਕੁੱਲ 594 ਕੈਡਿਟਾਂ ਨੇ ਭਾਗ ਲਿਆ। xyxy=(33,1151,481,1208)
subheadline: ਲੋਕ ਕੈਂਪਾਂ 'ਚ ਹਿੱਸਾ ਲੈ ਕੇ ਆਪਣੇ ਕਾਰਡ ਬਣਾਉਣ: ਘੁੰਮਣ xyxy=(33,548,349,566)
ncc-photo xyxy=(31,957,226,1120)
story-ciic-visa xyxy=(498,457,969,893)
brand-logo xyxy=(22,31,244,73)
headline: ਸੀ.ਆਈ.ਆਈ.ਸੀ ਕੋਟਕਪੂਰਾ ਯੂਕੇ ਸਟੱਡੀ ਅਤੇ ਸਪਾਊਸ ਵੀਜ਼ਾ ਸੇਵਾਵਾਂ ਨੂੰ ਮਜ਼ਬੂਤ ਕਰ ਰਿਹੈ: ਚੇਅਰਮੈਨ ਵਾਸੂ ਸ਼ਰਮਾ xyxy=(509,467,944,506)
news-tag: ਪੰਜਾਬ ਟਾਇਮਜ਼ ਖ਼ਬਰ xyxy=(987,137,1087,154)
headline: ਪੰਜਾਬ ਗੌਰਮਿੰਟ ਪੈਨਸ਼ਨਰਜ਼ ਐਸੋਸੀਏਸ਼ਨ ਬਲਾਕ ਭਗਤਾ ਦੀ ਹੋਈ ਮੀਟਿੰਗ xyxy=(987,506,1430,525)
news-tag: ਪੰਜਾਬ ਟਾਇਮਜ਼ ਖ਼ਬਰ xyxy=(33,1299,132,1316)
paper-name: Daily PUNJAB TIMES Jalandhar xyxy=(1151,44,1351,58)
story-shahkot-workshop xyxy=(498,1251,969,1642)
article-body: ਸ੍ਰੀ ਚਮਕੌਰ ਸਾਹਿਬ, 7 ਫਰਵਰੀ (ਅਮਰਜੀਤ ਸਿੰਘ ਕਲਸੀ)- ਅਮਰ ਸ਼ਹੀਦ ਬਾਬਾ ਅਜੀਤ ਸਿੰਘ ਜੁਝਾਰ ਸਿੰਘ ਮੈਮੋਰੀਅਲ ਕਾਲਜ ਬੇਲਾ ਨੇ ਆਪਣਾ 52ਵਾਂ ਸਥਾਪਨਾ ਦਿਵਸ ਪੂਰੀ ਸ਼ਰਧਾ-ਭਾਵਨਾ ਨਾਲ ਮਨਾਇਆ। ਇਸ ਦਿਨ ਨੂੰ ਸਮਰਪਿਤ ਸ੍ਰੀ ਅਖੰਡ ਪਾਠ ਸਾਹਿਬ ਦੇ ਭੋਗ ਪਾਏ ਗਏ। ਕਾਲਜ ਪ੍ਰਿੰਸੀਪਲ ਡਾ. ਸਤਵੰਤ ਕੌਰ ਸ਼ਾਹੀ ਨੇ ਸਭ ਸੰਗਤ ਨੂੰ ਜੀ ਆਇਆਂ ਆਖਿਆ ਅਤੇ ਬੇਲਾ ਕਾਲਜ ਦੇ ਆਰੰਭਿਕ ਦੌਰ ਤੋਂ ਲੈ ਕੇ ਅੱਜ ਤੱਕ ਦੇ ਸਫ਼ਰ ਬਾਰੇ ਸਭ ਨੂੰ ਜਾਣੂ ਕਰਵਾਇਆ। ਕਮੇਟੀ ਦੇ ਮੈਨੇਜਰ ਸੁਖਵਿੰਦਰ ਸਿੰਘ ਵਿਸਕੀ ਨੇ ਦੱਸਿਆ ਕਿ ਇਸ ਸੰਸਥਾ ਦੀ ਸਥਾਪਨਾ ਦਾ ਮਕਸਦ ਇਲਾਕੇ ਦੇ ਵਿਦਿਆਰਥੀਆਂ ਨੂੰ ਉੱਚ ਵਿੱਦਿਆ ਪ੍ਰਦਾਨ ਕਰਨਾ ਹੈ। xyxy=(243,140,481,301)
news-tag: ਪੰਜਾਬ ਟਾਇਮਜ਼ ਖ਼ਬਰ xyxy=(509,524,608,542)
